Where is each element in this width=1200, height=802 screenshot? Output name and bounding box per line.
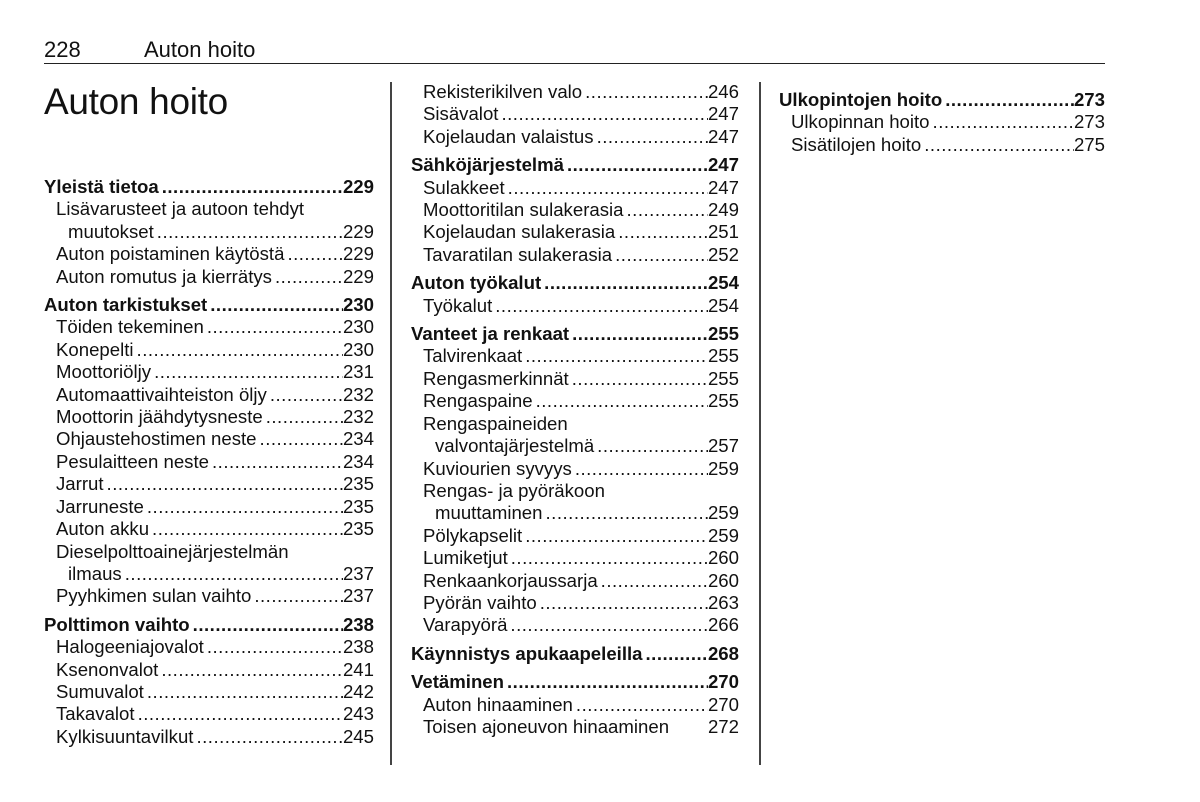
toc-entry-sub[interactable]: Kylkisuuntavilkut ..... 245: [44, 726, 374, 748]
toc-entry-sub[interactable]: Moottoritilan sulakerasia ..... 249: [411, 199, 739, 221]
toc-entry-sub[interactable]: Lisävarusteet ja autoon tehdyt: [56, 198, 305, 220]
toc-entry-sub[interactable]: Moottorin jäähdytysneste ..... 232: [44, 406, 374, 428]
toc-entry-sub[interactable]: Pyörän vaihto ..... 263: [411, 592, 739, 614]
toc-entry-sub[interactable]: Varapyörä ..... 266: [411, 614, 739, 636]
toc-entry-sub-cont[interactable]: muuttaminen ..... 259: [411, 502, 739, 524]
toc-entry-main[interactable]: Vetäminen ..... 270: [411, 671, 739, 693]
toc-entry-main[interactable]: Käynnistys apukaapeleilla ..... 268: [411, 643, 739, 665]
toc-entry-main[interactable]: Polttimon vaihto ..... 238: [44, 614, 374, 636]
toc-entry-sub[interactable]: Rengaspaineiden: [423, 412, 568, 434]
toc-column-3: [779, 89, 1105, 156]
toc-entry-sub[interactable]: Sumuvalot ..... 242: [44, 681, 374, 703]
toc-entry-sub[interactable]: Jarruneste ..... 235: [44, 496, 374, 518]
toc-entry-sub[interactable]: Rengasmerkinnät ..... 255: [411, 368, 739, 390]
toc-entry-sub[interactable]: Pölykapselit ..... 259: [411, 525, 739, 547]
running-section-title: Auton hoito: [144, 37, 256, 62]
toc-entry-sub[interactable]: Töiden tekeminen ..... 230: [44, 316, 374, 338]
toc-entry-sub[interactable]: Renkaankorjaussarja ..... 260: [411, 570, 739, 592]
toc-entry-sub[interactable]: Auton hinaaminen ..... 270: [411, 694, 739, 716]
toc-entry-sub[interactable]: Automaattivaihteiston öljy ..... 232: [44, 384, 374, 406]
toc-entry-sub[interactable]: Talvirenkaat ..... 255: [411, 345, 739, 367]
toc-entry-sub[interactable]: Toisen ajoneuvon hinaaminen 272: [423, 715, 739, 737]
toc-entry-sub[interactable]: Moottoriöljy ..... 231: [44, 361, 374, 383]
toc-entry-sub[interactable]: Pyyhkimen sulan vaihto ..... 237: [44, 585, 374, 607]
toc-entry-sub[interactable]: Auton akku ..... 235: [44, 518, 374, 540]
toc-column-1: [44, 176, 374, 748]
toc-entry-main[interactable]: Sähköjärjestelmä ..... 247: [411, 154, 739, 176]
toc-entry-sub[interactable]: Auton romutus ja kierrätys ..... 229: [44, 266, 374, 288]
toc-entry-sub[interactable]: Sisätilojen hoito ..... 275: [779, 134, 1105, 156]
toc-column-2: [411, 81, 739, 738]
toc-entry-sub[interactable]: Tavaratilan sulakerasia ..... 252: [411, 244, 739, 266]
toc-entry-sub[interactable]: Pesulaitteen neste ..... 234: [44, 451, 374, 473]
toc-entry-main[interactable]: Auton tarkistukset ..... 230: [44, 294, 374, 316]
toc-entry-main[interactable]: Ulkopintojen hoito ..... 273: [779, 89, 1105, 111]
toc-entry-sub[interactable]: Sisävalot ..... 247: [411, 103, 739, 125]
page-number: 228: [44, 37, 81, 62]
toc-entry-sub[interactable]: Työkalut ..... 254: [411, 295, 739, 317]
toc-entry-sub[interactable]: Rengas- ja pyöräkoon: [423, 479, 605, 501]
toc-entry-sub[interactable]: Halogeeniajovalot ..... 238: [44, 636, 374, 658]
toc-entry-sub[interactable]: Lumiketjut ..... 260: [411, 547, 739, 569]
toc-entry-main[interactable]: Auton työkalut ..... 254: [411, 272, 739, 294]
toc-entry-sub[interactable]: Ohjaustehostimen neste ..... 234: [44, 428, 374, 450]
toc-entry-sub[interactable]: Ulkopinnan hoito ..... 273: [779, 111, 1105, 133]
toc-entry-sub[interactable]: Konepelti ..... 230: [44, 339, 374, 361]
toc-entry-sub-cont[interactable]: valvontajärjestelmä ..... 257: [411, 435, 739, 457]
toc-entry-sub-cont[interactable]: muutokset ..... 229: [44, 221, 374, 243]
toc-entry-sub-cont[interactable]: ilmaus ..... 237: [44, 563, 374, 585]
column-divider: [759, 82, 761, 765]
toc-entry-sub[interactable]: Dieselpolttoainejärjestelmän: [56, 540, 289, 562]
toc-entry-sub[interactable]: Kojelaudan sulakerasia ..... 251: [411, 221, 739, 243]
toc-entry-sub[interactable]: Rengaspaine ..... 255: [411, 390, 739, 412]
toc-entry-sub[interactable]: Rekisterikilven valo ..... 246: [411, 81, 739, 103]
toc-entry-sub[interactable]: Takavalot ..... 243: [44, 703, 374, 725]
toc-entry-sub[interactable]: Ksenonvalot ..... 241: [44, 659, 374, 681]
toc-entry-sub[interactable]: Auton poistaminen käytöstä ..... 229: [44, 243, 374, 265]
toc-entry-sub[interactable]: Jarrut ..... 235: [44, 473, 374, 495]
toc-entry-main[interactable]: Vanteet ja renkaat ..... 255: [411, 323, 739, 345]
column-divider: [390, 82, 392, 765]
chapter-title: Auton hoito: [44, 81, 228, 122]
toc-entry-sub[interactable]: Sulakkeet ..... 247: [411, 177, 739, 199]
page-header: [44, 36, 1105, 64]
toc-entry-main[interactable]: Yleistä tietoa ..... 229: [44, 176, 374, 198]
toc-entry-sub[interactable]: Kuviourien syvyys ..... 259: [411, 458, 739, 480]
toc-entry-sub[interactable]: Kojelaudan valaistus ..... 247: [411, 126, 739, 148]
